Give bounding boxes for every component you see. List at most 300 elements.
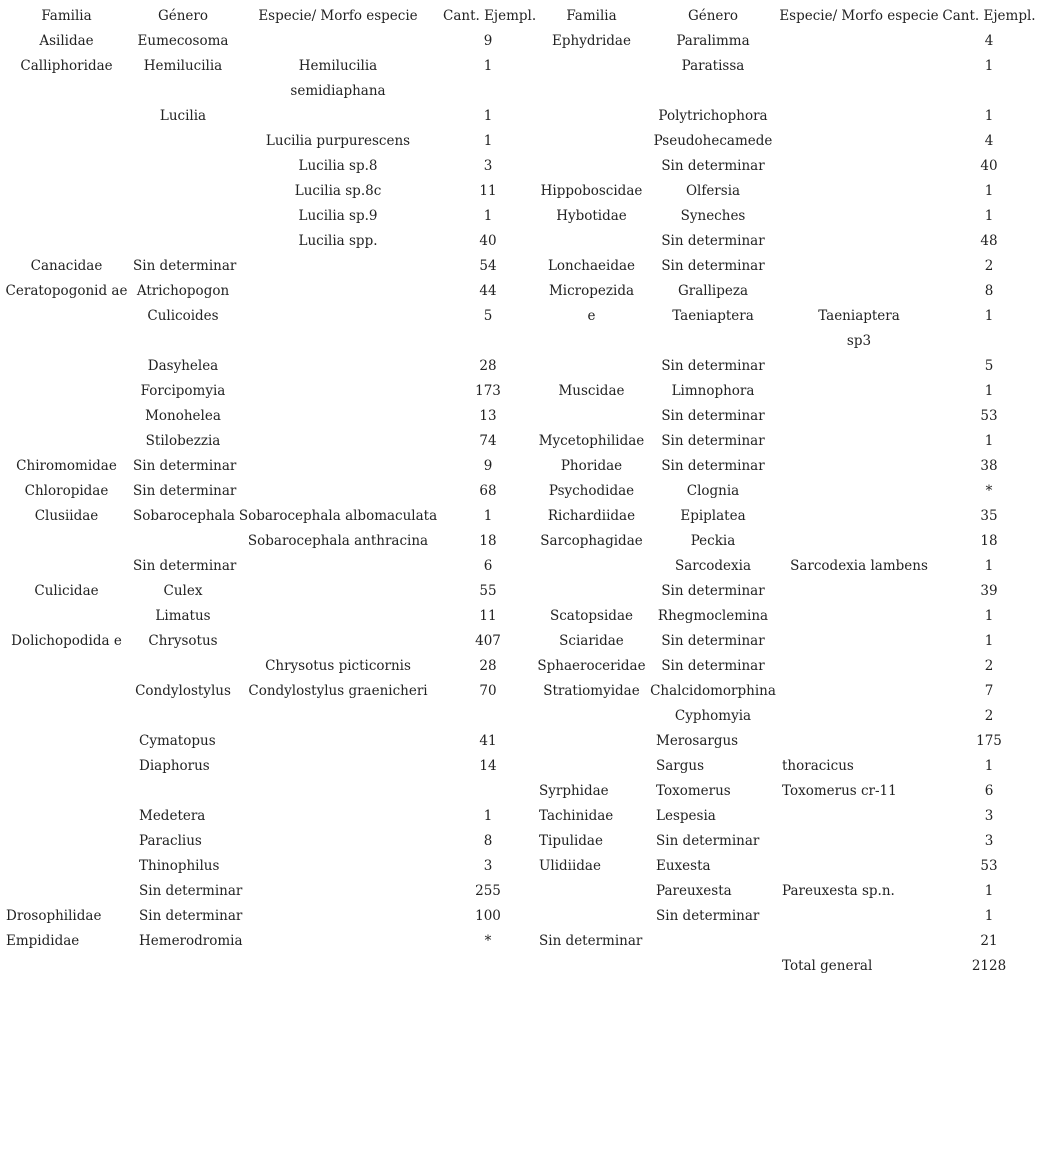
cell-especie-2 xyxy=(776,604,942,629)
cell-especie xyxy=(233,879,443,904)
table-row xyxy=(0,929,1044,954)
cell-cantidad: 1 xyxy=(483,58,493,74)
cell-familia-2: Sciaridae xyxy=(559,633,624,649)
cell-familia-2 xyxy=(533,329,650,354)
cell-familia-2: Stratiomyidae xyxy=(543,683,640,699)
cell-cantidad: 9 xyxy=(483,458,493,474)
cell-cantidad-2: 5 xyxy=(984,358,994,374)
species-table xyxy=(0,4,1044,979)
cell-genero xyxy=(133,204,233,229)
cell-familia xyxy=(0,854,133,879)
cell-familia xyxy=(0,829,133,854)
cell-familia xyxy=(0,79,133,104)
cell-genero-2: Sin determinar xyxy=(656,833,760,849)
cell-genero-2: Sin determinar xyxy=(661,158,765,174)
cell-genero: Diaphorus xyxy=(139,758,210,774)
header-cantidad-2: Cant. Ejempl. xyxy=(942,8,1036,24)
cell-genero xyxy=(133,779,233,804)
cell-especie-2 xyxy=(776,29,942,54)
cell-cantidad: 407 xyxy=(475,633,501,649)
cell-familia-2: Ulidiidae xyxy=(539,858,601,874)
cell-cantidad-2: 39 xyxy=(980,583,998,599)
cell-cantidad-2: 53 xyxy=(980,858,998,874)
cell-genero-2: Sin determinar xyxy=(661,408,765,424)
table-row xyxy=(0,804,1044,829)
cell-especie-2 xyxy=(776,454,942,479)
cell-cantidad-2: 1 xyxy=(984,183,994,199)
cell-genero: Dasyhelea xyxy=(147,358,219,374)
cell-cantidad: 28 xyxy=(479,358,497,374)
cell-genero xyxy=(133,229,233,254)
table-row xyxy=(0,229,1044,254)
cell-genero-2 xyxy=(650,329,776,354)
cell-familia-2: Psychodidae xyxy=(548,483,635,499)
cell-familia: Culicidae xyxy=(34,583,99,599)
table-row xyxy=(0,879,1044,904)
cell-cantidad-2: 175 xyxy=(976,733,1002,749)
cell-genero: Eumecosoma xyxy=(137,33,229,49)
cell-familia-2: Tachinidae xyxy=(539,808,614,824)
cell-genero: Chrysotus xyxy=(148,633,218,649)
cell-cantidad: 18 xyxy=(479,533,497,549)
header-familia-2: Familia xyxy=(566,8,617,24)
cell-cantidad: 74 xyxy=(479,433,497,449)
cell-familia-2 xyxy=(533,104,650,129)
cell-familia: Asilidae xyxy=(39,33,94,49)
cell-genero-2: Sarcodexia xyxy=(674,558,752,574)
table-row xyxy=(0,729,1044,754)
cell-familia xyxy=(0,654,133,679)
cell-genero: Sin determinar xyxy=(133,458,237,474)
cell-especie-2: sp3 xyxy=(846,333,872,349)
cell-especie-2 xyxy=(776,354,942,379)
cell-cantidad-2: 2 xyxy=(984,658,994,674)
cell-especie xyxy=(233,704,443,729)
cell-familia-2: Micropezida xyxy=(548,283,635,299)
cell-genero-2: Sin determinar xyxy=(661,633,765,649)
cell-especie xyxy=(233,929,443,954)
cell-especie-2 xyxy=(776,829,942,854)
table-row xyxy=(0,179,1044,204)
cell-genero: Hemilucilia xyxy=(143,58,223,74)
cell-especie-2 xyxy=(776,529,942,554)
cell-especie-2: Sarcodexia lambens xyxy=(790,558,928,574)
cell-familia-2: Tipulidae xyxy=(539,833,603,849)
cell-cantidad-2: 1 xyxy=(984,58,994,74)
cell-familia xyxy=(0,554,133,579)
table-row xyxy=(0,54,1044,79)
cell-cantidad-2: 3 xyxy=(984,833,994,849)
cell-cantidad-2 xyxy=(942,329,1036,354)
table-row xyxy=(0,554,1044,579)
cell-familia xyxy=(0,429,133,454)
cell-especie: Hemilucilia xyxy=(298,58,378,74)
cell-cantidad-2: 1 xyxy=(984,908,994,924)
cell-cantidad: 11 xyxy=(479,608,497,624)
cell-familia-2: Mycetophilidae xyxy=(538,433,645,449)
cell-genero-2: Sin determinar xyxy=(661,433,765,449)
cell-genero-2: Merosargus xyxy=(656,733,739,749)
cell-cantidad: 11 xyxy=(479,183,497,199)
cell-especie xyxy=(233,304,443,329)
cell-genero-2: Rhegmoclemina xyxy=(657,608,769,624)
cell-familia-2 xyxy=(533,704,650,729)
table-row xyxy=(0,354,1044,379)
cell-especie xyxy=(233,954,443,979)
cell-genero: Sin determinar xyxy=(139,883,243,899)
cell-especie: Chrysotus picticornis xyxy=(265,658,411,674)
cell-familia-2 xyxy=(533,879,650,904)
cell-cantidad xyxy=(443,779,533,804)
cell-genero: Paraclius xyxy=(139,833,202,849)
cell-familia: Ceratopogonid ae xyxy=(5,283,128,299)
cell-genero-2: Toxomerus xyxy=(656,783,731,799)
cell-especie: semidiaphana xyxy=(290,83,386,99)
cell-genero-2: Cyphomyia xyxy=(674,708,752,724)
table-row xyxy=(0,129,1044,154)
cell-especie: Sobarocephala albomaculata xyxy=(238,508,438,524)
cell-cantidad xyxy=(443,704,533,729)
cell-especie xyxy=(233,29,443,54)
cell-especie xyxy=(233,454,443,479)
cell-genero-2: Pareuxesta xyxy=(656,883,732,899)
cell-cantidad-2: 1 xyxy=(984,883,994,899)
cell-genero-2: Limnophora xyxy=(671,383,755,399)
cell-familia: Chiromomidae xyxy=(16,458,117,474)
cell-especie-2: thoracicus xyxy=(782,758,854,774)
table-row xyxy=(0,654,1044,679)
cell-genero xyxy=(133,129,233,154)
cell-genero-2: Paratissa xyxy=(681,58,745,74)
cell-genero-2: Pseudohecamede xyxy=(653,133,773,149)
cell-cantidad: 9 xyxy=(483,33,493,49)
cell-genero-2: Sin determinar xyxy=(661,583,765,599)
cell-familia-2 xyxy=(533,404,650,429)
table-row xyxy=(0,579,1044,604)
cell-familia xyxy=(0,804,133,829)
table-row xyxy=(0,254,1044,279)
cell-especie-2 xyxy=(776,54,942,79)
table-row xyxy=(0,954,1044,979)
cell-familia xyxy=(0,104,133,129)
cell-especie xyxy=(233,754,443,779)
table-row xyxy=(0,79,1044,104)
table-row xyxy=(0,429,1044,454)
cell-cantidad-2: 2 xyxy=(984,258,994,274)
cell-familia xyxy=(0,154,133,179)
cell-genero-2: Olfersia xyxy=(685,183,741,199)
cell-cantidad: 1 xyxy=(483,208,493,224)
cell-especie-2 xyxy=(776,154,942,179)
cell-especie: Lucilia spp. xyxy=(298,233,378,249)
table-row xyxy=(0,29,1044,54)
table-row xyxy=(0,604,1044,629)
cell-familia-2 xyxy=(533,904,650,929)
cell-cantidad-2: 4 xyxy=(984,33,994,49)
cell-especie xyxy=(233,354,443,379)
cell-cantidad-2: 35 xyxy=(980,508,998,524)
cell-genero: Lucilia xyxy=(159,108,207,124)
cell-especie-2 xyxy=(776,929,942,954)
table-header xyxy=(0,4,1044,29)
cell-genero: Sin determinar xyxy=(133,483,237,499)
cell-especie-2 xyxy=(776,504,942,529)
cell-familia xyxy=(0,379,133,404)
cell-cantidad: 3 xyxy=(483,858,493,874)
header-especie: Especie/ Morfo especie xyxy=(258,8,418,24)
cell-genero: Sin determinar xyxy=(133,558,237,574)
cell-cantidad: 54 xyxy=(479,258,497,274)
cell-familia xyxy=(0,679,133,704)
cell-familia-2: Lonchaeidae xyxy=(547,258,636,274)
cell-familia xyxy=(0,954,133,979)
cell-genero-2: Polytrichophora xyxy=(658,108,768,124)
cell-cantidad-2: 1 xyxy=(984,633,994,649)
cell-especie xyxy=(233,729,443,754)
cell-familia xyxy=(0,304,133,329)
cell-genero-2: Sin determinar xyxy=(661,358,765,374)
cell-familia xyxy=(0,354,133,379)
cell-especie-2 xyxy=(776,404,942,429)
cell-especie-2 xyxy=(776,479,942,504)
cell-genero: Culex xyxy=(163,583,203,599)
cell-cantidad-2 xyxy=(942,79,1036,104)
cell-familia-2: Muscidae xyxy=(558,383,625,399)
table-row xyxy=(0,379,1044,404)
cell-familia: Calliphoridae xyxy=(20,58,113,74)
cell-especie-2 xyxy=(776,704,942,729)
cell-cantidad-2: 21 xyxy=(980,933,998,949)
cell-especie xyxy=(233,629,443,654)
cell-cantidad: 14 xyxy=(479,758,497,774)
cell-cantidad: 255 xyxy=(475,883,501,899)
cell-especie-2: Total general xyxy=(782,958,873,974)
table-row xyxy=(0,329,1044,354)
cell-especie-2 xyxy=(776,129,942,154)
cell-cantidad-2: 3 xyxy=(984,808,994,824)
cell-especie-2 xyxy=(776,204,942,229)
cell-familia-2 xyxy=(533,729,650,754)
cell-familia: Dolichopodida e xyxy=(11,633,122,649)
cell-familia-2 xyxy=(533,79,650,104)
cell-genero-2: Grallipeza xyxy=(677,283,749,299)
cell-genero-2: Sin determinar xyxy=(656,908,760,924)
cell-especie xyxy=(233,804,443,829)
cell-especie-2 xyxy=(776,379,942,404)
cell-cantidad-2: 53 xyxy=(980,408,998,424)
cell-cantidad-2: 1 xyxy=(984,308,994,324)
cell-genero: Monohelea xyxy=(145,408,221,424)
cell-familia: Clusiidae xyxy=(34,508,99,524)
cell-especie xyxy=(233,479,443,504)
cell-cantidad-2: 2128 xyxy=(971,958,1007,974)
cell-especie-2 xyxy=(776,104,942,129)
table-row xyxy=(0,854,1044,879)
cell-genero-2: Clognia xyxy=(686,483,740,499)
cell-genero: Hemerodromia xyxy=(139,933,243,949)
cell-especie xyxy=(233,404,443,429)
cell-especie-2 xyxy=(776,629,942,654)
cell-cantidad-2: 8 xyxy=(984,283,994,299)
cell-cantidad: 5 xyxy=(483,308,493,324)
cell-genero-2: Taeniaptera xyxy=(672,308,754,324)
cell-especie-2 xyxy=(776,679,942,704)
cell-especie-2 xyxy=(776,79,942,104)
header-genero-2: Género xyxy=(687,8,739,24)
cell-familia xyxy=(0,754,133,779)
cell-cantidad: 1 xyxy=(483,808,493,824)
cell-especie xyxy=(233,604,443,629)
cell-familia-2 xyxy=(533,954,650,979)
table-row xyxy=(0,704,1044,729)
cell-familia-2: Sarcophagidae xyxy=(540,533,643,549)
cell-familia: Chloropidae xyxy=(24,483,109,499)
cell-especie xyxy=(233,254,443,279)
cell-especie xyxy=(233,429,443,454)
cell-familia xyxy=(0,604,133,629)
cell-especie xyxy=(233,379,443,404)
cell-especie-2 xyxy=(776,904,942,929)
cell-cantidad: 1 xyxy=(483,133,493,149)
cell-genero: Atrichopogon xyxy=(136,283,230,299)
header-genero: Género xyxy=(157,8,209,24)
cell-cantidad xyxy=(443,954,533,979)
cell-especie-2 xyxy=(776,729,942,754)
cell-genero: Condylostylus xyxy=(135,683,231,699)
cell-especie-2 xyxy=(776,804,942,829)
cell-familia: Drosophilidae xyxy=(6,908,102,924)
cell-genero xyxy=(133,529,233,554)
cell-familia xyxy=(0,779,133,804)
table-row xyxy=(0,279,1044,304)
cell-cantidad: 3 xyxy=(483,158,493,174)
table-row xyxy=(0,104,1044,129)
cell-genero-2: Sin determinar xyxy=(661,658,765,674)
cell-cantidad-2: 6 xyxy=(984,783,994,799)
cell-especie xyxy=(233,104,443,129)
cell-familia-2: Richardiidae xyxy=(547,508,636,524)
cell-especie xyxy=(233,829,443,854)
cell-cantidad xyxy=(443,79,533,104)
cell-familia-2: Scatopsidae xyxy=(550,608,633,624)
cell-familia-2: Syrphidae xyxy=(539,783,609,799)
table-row xyxy=(0,829,1044,854)
cell-cantidad-2: 48 xyxy=(980,233,998,249)
cell-genero: Stilobezzia xyxy=(145,433,221,449)
table-row xyxy=(0,679,1044,704)
cell-especie-2 xyxy=(776,579,942,604)
cell-cantidad: 55 xyxy=(479,583,497,599)
cell-especie-2 xyxy=(776,654,942,679)
cell-cantidad: 28 xyxy=(479,658,497,674)
cell-especie xyxy=(233,579,443,604)
cell-especie xyxy=(233,854,443,879)
cell-especie xyxy=(233,329,443,354)
cell-cantidad: 41 xyxy=(479,733,497,749)
cell-genero: Sin determinar xyxy=(139,908,243,924)
cell-cantidad-2: * xyxy=(985,483,993,499)
cell-especie-2 xyxy=(776,229,942,254)
cell-genero: Cymatopus xyxy=(139,733,216,749)
cell-familia xyxy=(0,879,133,904)
cell-genero-2: Syneches xyxy=(680,208,746,224)
cell-cantidad: 173 xyxy=(475,383,501,399)
cell-especie: Lucilia sp.8 xyxy=(298,158,378,174)
table-row xyxy=(0,904,1044,929)
cell-genero-2: Chalcidomorphina xyxy=(650,683,776,699)
cell-cantidad-2: 1 xyxy=(984,758,994,774)
cell-familia-2: Phoridae xyxy=(560,458,623,474)
cell-familia-2: Sphaeroceridae xyxy=(537,658,646,674)
cell-familia-2: Sin determinar xyxy=(539,933,643,949)
cell-cantidad-2: 1 xyxy=(984,608,994,624)
cell-especie xyxy=(233,554,443,579)
cell-familia: Empididae xyxy=(6,933,80,949)
cell-genero-2: Sin determinar xyxy=(661,258,765,274)
cell-especie-2 xyxy=(776,279,942,304)
cell-cantidad-2: 2 xyxy=(984,708,994,724)
table-row xyxy=(0,304,1044,329)
cell-genero-2: Sin determinar xyxy=(661,458,765,474)
cell-cantidad xyxy=(443,329,533,354)
cell-familia xyxy=(0,179,133,204)
table-row xyxy=(0,754,1044,779)
cell-especie: Condylostylus graenicheri xyxy=(248,683,428,699)
cell-familia xyxy=(0,129,133,154)
cell-familia-2 xyxy=(533,354,650,379)
cell-familia-2 xyxy=(533,154,650,179)
cell-cantidad: 13 xyxy=(479,408,497,424)
cell-genero xyxy=(133,329,233,354)
cell-especie: Sobarocephala anthracina xyxy=(247,533,429,549)
cell-cantidad-2: 18 xyxy=(980,533,998,549)
table-row xyxy=(0,504,1044,529)
cell-familia-2: Hippoboscidae xyxy=(540,183,643,199)
cell-especie: Lucilia sp.8c xyxy=(294,183,382,199)
cell-especie-2 xyxy=(776,179,942,204)
table-row xyxy=(0,154,1044,179)
cell-familia-2: Hybotidae xyxy=(556,208,627,224)
cell-cantidad: 1 xyxy=(483,108,493,124)
table-row xyxy=(0,779,1044,804)
cell-cantidad: 44 xyxy=(479,283,497,299)
cell-genero: Sin determinar xyxy=(133,258,237,274)
cell-genero xyxy=(133,654,233,679)
cell-genero xyxy=(133,179,233,204)
table-row xyxy=(0,454,1044,479)
header-familia: Familia xyxy=(41,8,92,24)
cell-familia xyxy=(0,529,133,554)
table-row xyxy=(0,629,1044,654)
cell-familia-2 xyxy=(533,54,650,79)
cell-familia-2 xyxy=(533,579,650,604)
cell-cantidad: 100 xyxy=(475,908,501,924)
table-row xyxy=(0,479,1044,504)
cell-especie-2: Taeniaptera xyxy=(818,308,900,324)
cell-cantidad-2: 1 xyxy=(984,383,994,399)
cell-genero: Thinophilus xyxy=(139,858,220,874)
cell-especie xyxy=(233,279,443,304)
cell-familia-2 xyxy=(533,229,650,254)
cell-genero xyxy=(133,154,233,179)
cell-cantidad: 6 xyxy=(483,558,493,574)
cell-genero-2: Lespesia xyxy=(656,808,716,824)
header-especie-2: Especie/ Morfo especie xyxy=(779,8,939,24)
cell-familia-2: Ephydridae xyxy=(552,33,631,49)
cell-cantidad-2: 4 xyxy=(984,133,994,149)
cell-especie: Lucilia sp.9 xyxy=(298,208,378,224)
cell-familia xyxy=(0,729,133,754)
